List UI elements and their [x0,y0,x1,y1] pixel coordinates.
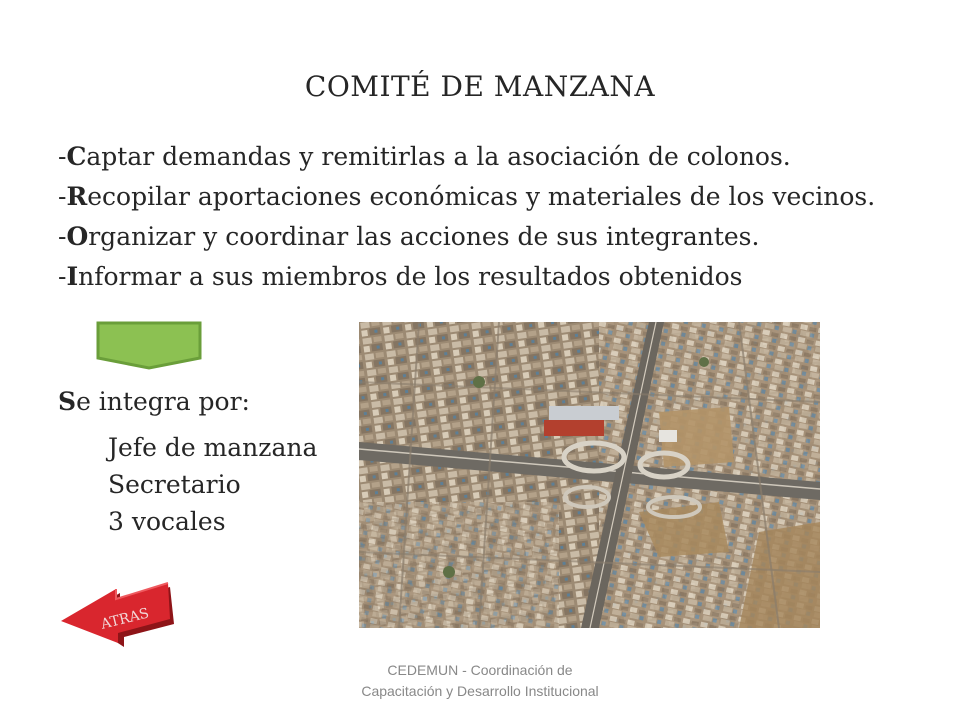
back-button-label: ATRAS [99,605,151,633]
members-list [108,429,317,540]
footer [330,660,630,702]
down-arrow-icon [98,323,200,368]
list-item: -Organizar y coordinar las acciones de sus integrantes. [58,222,760,251]
atras-back-button[interactable] [58,577,178,652]
down-arrow-button[interactable] [96,321,202,370]
footer-line: CEDEMUN - Coordinación de [387,662,573,678]
list-item: -Recopilar aportaciones económicas y materiales de los vecinos. [58,182,876,211]
aerial-city-photo [359,322,820,628]
list-item: 3 vocales [108,507,226,536]
responsibilities-list [58,137,875,297]
slide-title: COMITÉ DE MANZANA [304,70,656,103]
list-item: Secretario [108,470,241,499]
list-item: -Captar demandas y remitirlas a la asociación de colonos. [58,142,791,171]
footer-line: Capacitación y Desarrollo Institucional [361,683,599,699]
members-heading: Se integra por: [58,387,250,416]
list-item: Jefe de manzana [108,433,318,462]
list-item: -Informar a sus miembros de los resultados obtenidos [58,262,743,291]
